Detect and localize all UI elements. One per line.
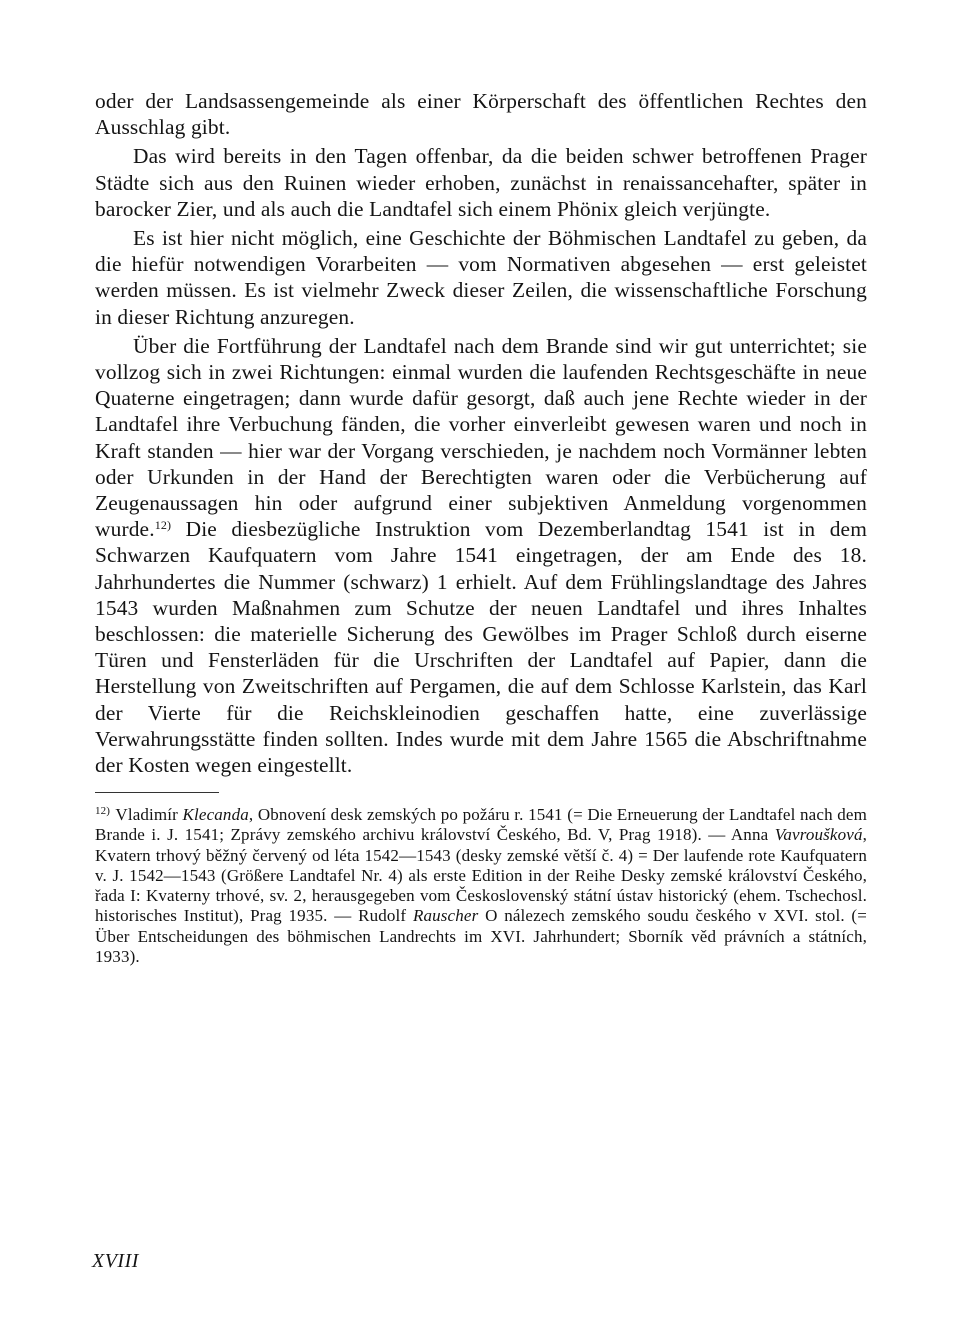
paragraph: Das wird bereits in den Tagen offenbar, da die beiden schwer betroffenen Prager Städte sich aus den Ruinen wieder erhoben, zunächst in renaissancehafter, später in barocker Zier, und als auch die Landtafel sich einem Phönix gleich verjüngte. (95, 144, 867, 221)
author-name: Rauscher (412, 906, 479, 926)
paragraph-text: Die diesbezügliche Instruktion vom Dezemberlandtag 1541 ist in dem Schwarzen Kaufquatern vom Jahre 1541 eingetragen, der am Ende des 18. Jahrhundertes die Nummer (schwarz) 1 erhielt. Auf dem Frühlingslandtage des Jahres 1543 wurden Maßnahmen zum Schutze der neuen Landtafel und ihres Inhaltes beschlossen: die materielle Sicherung des Gewölbes im Prager Schloß durch eiserne Türen und Fensterläden für die Urschriften der Landtafel auf Papier, dann die Herstellung von Zweitschriften auf Pergamen, die auf dem Schlosse Karlstein, das Karl der Vierte für die Reichskleinodien geschaffen hatte, eine zuverlässige Verwahrungsstätte finden sollten. Indes wurde mit dem Jahre 1565 die Abschriftnahme der Kosten wegen eingestellt. (95, 517, 867, 778)
footnote (95, 801, 867, 967)
author-name: Vavroušková (774, 825, 863, 845)
page-number: XVIII (92, 1250, 139, 1272)
author-name: Klecanda (182, 805, 249, 825)
paragraph (95, 333, 867, 778)
footnote-text: , Obnovení desk zemských po požáru r. 1541 (= Die Erneuerung der Landtafel nach dem Brande i. J. 1541; Zprávy zemského archivu království Českého, Bd. V, Prag 1918). — Anna (95, 805, 867, 845)
footnote-text: O nálezech zemského soudu českého v XVI. stol. (= Über Entscheidungen des böhmischen Landrechts im XVI. Jahrhundert; Sborník věd právních a státních, 1933). (95, 906, 867, 966)
page-body (95, 88, 867, 967)
footnote-text: , Kvatern trhový běžný červený od léta 1542—1543 (desky zemské větší č. 4) = Der laufende rote Kaufquatern v. J. 1542—1543 (Größere Landtafel Nr. 4) als erste Edition in der Reihe Desky zemské království Českého, řada I: Kvaterny trhové, sv. 2, herausgegeben vom Československý státní ústav historický (ehem. Tschechosl. historisches Institut), Prag 1935. — Rudolf (95, 825, 867, 926)
footnote-divider (95, 792, 219, 793)
footnote-text: Vladimír (115, 805, 183, 825)
footnote-reference[interactable]: 12) (154, 518, 172, 533)
paragraph: Es ist hier nicht möglich, eine Geschichte der Böhmischen Landtafel zu geben, da die hiefür notwendigen Vorarbeiten — vom Normativen abgesehen — erst geleistet werden müssen. Es ist vielmehr Zweck dieser Zeilen, die wissenschaftliche Forschung in dieser Richtung anzuregen. (95, 226, 867, 329)
paragraph: oder der Landsassengemeinde als einer Körperschaft des öffentlichen Rechtes den Ausschlag gibt. (95, 89, 867, 140)
footnote-mark: 12) (95, 805, 111, 818)
paragraph-text: Über die Fortführung der Landtafel nach dem Brande sind wir gut unterrichtet; sie vollzog sich in zwei Richtungen: einmal wurden die laufenden Rechtsgeschäfte in neue Quaterne eingetragen; dann wurde dafür gesorgt, daß auch jene Rechte wieder in der Landtafel ihre Verbuchung fänden, die vorher einverleibt gewesen waren und noch in Kraft standen — hier war der Vorgang verschieden, je nachdem noch Vormänner lebten oder Urkunden in der Hand der Berechtigten waren oder die Verbücherung auf Zeugenaussagen hin oder aufgrund einer subjektiven Anmeldung vorgenommen wurde. (95, 333, 867, 542)
